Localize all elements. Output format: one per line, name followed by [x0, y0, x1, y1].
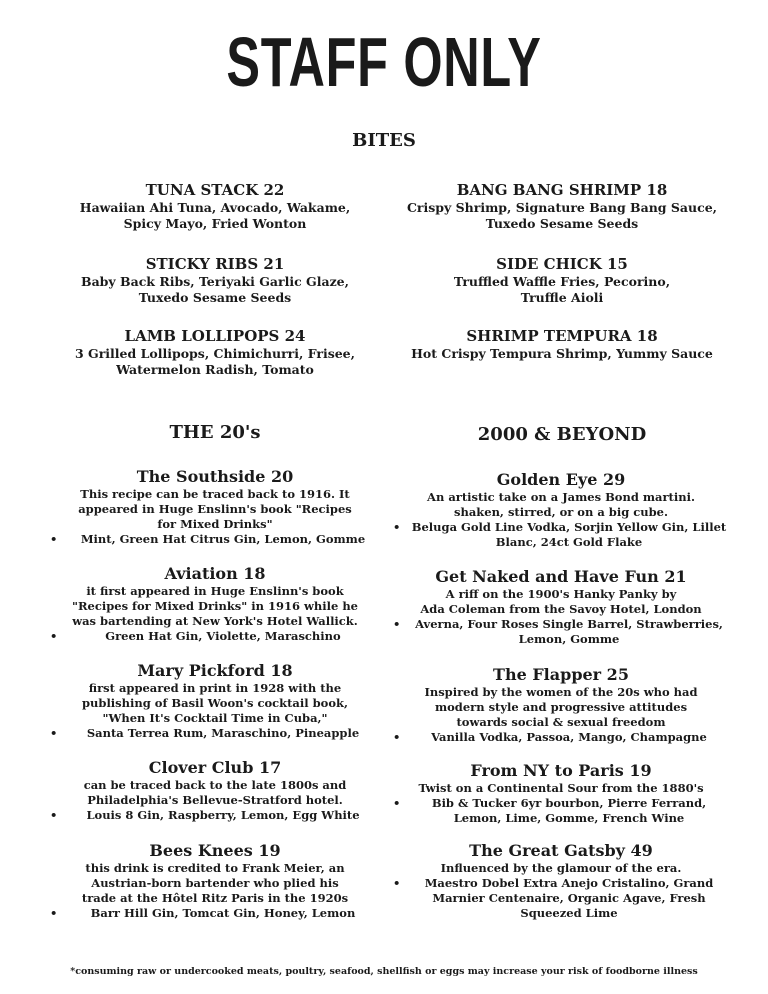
bite-item	[40, 180, 390, 254]
cocktail-description: This recipe can be traced back to 1916. It	[80, 487, 350, 501]
bite-description: Tuxedo Sesame Seeds	[485, 216, 639, 231]
bite-name: STICKY RIBS 21	[145, 255, 285, 273]
cocktail-name: Golden Eye 29	[496, 470, 626, 489]
ingredients: Barr Hill Gin, Tomcat Gin, Honey, Lemon	[90, 906, 356, 920]
ingredients: Bib & Tucker 6yr bourbon, Pierre Ferrand, Lemon, Lime, Gomme, French Wine	[431, 796, 707, 825]
bite-description: Truffled Waffle Fries, Pecorino,	[453, 274, 671, 289]
ingredients: Beluga Gold Line Vodka, Sorjin Yellow Gin, Lillet Blanc, 24ct Gold Flake	[411, 520, 727, 549]
cocktail-description: Twist on a Continental Sour from the 1880's	[418, 781, 704, 795]
cocktail-description: Ada Coleman from the Savoy Hotel, London	[420, 602, 702, 616]
bite-description: Spicy Mayo, Fried Wonton	[123, 216, 307, 231]
cocktail-item	[50, 564, 380, 661]
bites-left-column	[40, 180, 390, 378]
cocktail-item	[50, 661, 380, 758]
bite-name: TUNA STACK 22	[145, 181, 285, 199]
cocktail-description: towards social & sexual freedom	[456, 715, 666, 729]
bite-description: Watermelon Radish, Tomato	[116, 362, 314, 377]
cocktail-description: "When It's Cocktail Time in Cuba,"	[102, 711, 328, 725]
cocktail-description: shaken, stirred, or on a big cube.	[454, 505, 668, 519]
cocktail-description: was bartending at New York's Hotel Wallick.	[72, 614, 358, 628]
ingredients: Louis 8 Gin, Raspberry, Lemon, Egg White	[86, 808, 360, 822]
twenties-heading: THE 20's	[169, 422, 261, 443]
ingredients-list: • Santa Terrea Rum, Maraschino, Pineapple	[50, 726, 380, 741]
ingredients-list: • Maestro Dobel Extra Anejo Cristalino, Grand Marnier Centenaire, Organic Agave, Fresh Squeezed Lime	[393, 876, 729, 921]
cocktail-description: first appeared in print in 1928 with the	[88, 681, 342, 695]
bite-item	[383, 254, 741, 326]
menu-title: STAFF ONLY	[226, 23, 542, 101]
ingredients: Maestro Dobel Extra Anejo Cristalino, Grand Marnier Centenaire, Organic Agave, Fresh Squeezed Lime	[424, 876, 714, 920]
cocktail-description: An artistic take on a James Bond martini.	[427, 490, 695, 504]
bite-item	[383, 180, 741, 254]
cocktail-name: The Great Gatsby 49	[469, 841, 653, 860]
bite-description: Baby Back Ribs, Teriyaki Garlic Glaze,	[81, 274, 349, 289]
cocktail-item	[393, 470, 729, 567]
ingredients: Mint, Green Hat Citrus Gin, Lemon, Gomme	[80, 532, 366, 546]
cocktail-description: can be traced back to the late 1800s and	[83, 778, 347, 792]
bite-description: 3 Grilled Lollipops, Chimichurri, Frisee,	[75, 346, 355, 361]
cocktail-name: The Flapper 25	[493, 665, 629, 684]
cocktail-description: Influenced by the glamour of the era.	[440, 861, 682, 875]
cocktail-item	[393, 567, 729, 665]
cocktail-description: Philadelphia's Bellevue-Stratford hotel.	[87, 793, 343, 807]
health-disclaimer: *consuming raw or undercooked meats, poultry, seafood, shellfish or eggs may increase your risk of foodborne illness	[70, 966, 698, 977]
ingredients-list: • Averna, Four Roses Single Barrel, Strawberries, Lemon, Gomme	[393, 617, 729, 647]
bite-description: Tuxedo Sesame Seeds	[138, 290, 292, 305]
ingredients: Vanilla Vodka, Passoa, Mango, Champagne	[431, 730, 707, 744]
cocktail-description: A riff on the 1900's Hanky Panky by	[445, 587, 677, 601]
bite-item	[40, 326, 390, 378]
ingredients: Averna, Four Roses Single Barrel, Strawberries, Lemon, Gomme	[415, 617, 723, 646]
ingredients-list: • Barr Hill Gin, Tomcat Gin, Honey, Lemon	[50, 906, 380, 921]
cocktail-name: Get Naked and Have Fun 21	[435, 567, 687, 586]
bite-description: Hot Crispy Tempura Shrimp, Yummy Sauce	[411, 346, 713, 361]
beyond-column	[393, 470, 729, 921]
ingredients-list: • Bib & Tucker 6yr bourbon, Pierre Ferrand, Lemon, Lime, Gomme, French Wine	[393, 796, 729, 826]
cocktail-item	[393, 841, 729, 921]
cocktail-description: publishing of Basil Woon's cocktail book,	[82, 696, 348, 710]
cocktail-item	[393, 761, 729, 841]
bite-name: BANG BANG SHRIMP 18	[456, 181, 668, 199]
ingredients-list: • Beluga Gold Line Vodka, Sorjin Yellow Gin, Lillet Blanc, 24ct Gold Flake	[393, 520, 729, 550]
cocktail-name: The Southside 20	[136, 467, 294, 486]
cocktail-name: Mary Pickford 18	[137, 661, 293, 680]
ingredients: Santa Terrea Rum, Maraschino, Pineapple	[86, 726, 360, 740]
cocktail-description: Austrian-born bartender who plied his	[91, 876, 339, 890]
bite-name: LAMB LOLLIPOPS 24	[124, 327, 306, 345]
ingredients-list: • Louis 8 Gin, Raspberry, Lemon, Egg White	[50, 808, 380, 823]
cocktail-description: for Mixed Drinks"	[157, 517, 273, 531]
cocktail-description: Inspired by the women of the 20s who had	[424, 685, 698, 699]
cocktail-description: this drink is credited to Frank Meier, an	[85, 861, 345, 875]
bite-description: Truffle Aioli	[520, 290, 604, 305]
cocktail-description: it first appeared in Huge Enslinn's book	[86, 584, 344, 598]
bite-item	[383, 326, 741, 362]
cocktail-item	[50, 758, 380, 841]
cocktail-name: Clover Club 17	[148, 758, 282, 777]
ingredients-list: • Mint, Green Hat Citrus Gin, Lemon, Gomme	[50, 532, 380, 547]
cocktail-item	[393, 665, 729, 761]
cocktail-item	[50, 467, 380, 564]
cocktail-description: modern style and progressive attitudes	[434, 700, 688, 714]
ingredients: Green Hat Gin, Violette, Maraschino	[105, 629, 341, 643]
bite-description: Crispy Shrimp, Signature Bang Bang Sauce,	[406, 200, 718, 215]
bites-right-column	[383, 180, 741, 362]
twenties-column	[50, 467, 380, 921]
bite-item	[40, 254, 390, 326]
bites-heading: BITES	[352, 130, 416, 151]
cocktail-description: trade at the Hôtel Ritz Paris in the 1920s	[81, 891, 349, 905]
cocktail-description: "Recipes for Mixed Drinks" in 1916 while he	[71, 599, 358, 613]
beyond-heading: 2000 & BEYOND	[477, 424, 647, 445]
bite-name: SIDE CHICK 15	[496, 255, 628, 273]
ingredients-list: • Green Hat Gin, Violette, Maraschino	[50, 629, 380, 644]
cocktail-name: Bees Knees 19	[149, 841, 281, 860]
cocktail-name: Aviation 18	[164, 564, 266, 583]
cocktail-name: From NY to Paris 19	[470, 761, 652, 780]
bite-description: Hawaiian Ahi Tuna, Avocado, Wakame,	[79, 200, 351, 215]
cocktail-description: appeared in Huge Enslinn's book "Recipes	[78, 502, 352, 516]
bite-name: SHRIMP TEMPURA 18	[466, 327, 658, 345]
ingredients-list: • Vanilla Vodka, Passoa, Mango, Champagne	[393, 730, 729, 745]
cocktail-item	[50, 841, 380, 921]
